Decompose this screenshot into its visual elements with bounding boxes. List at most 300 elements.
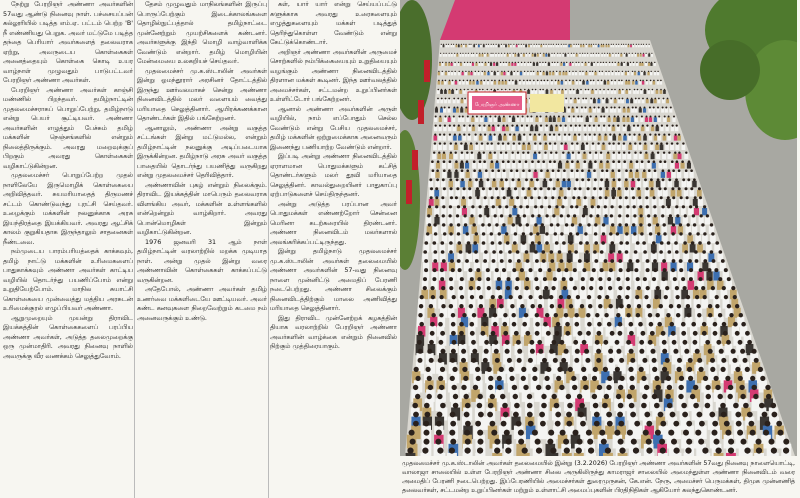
person-head bbox=[485, 116, 487, 118]
person-head bbox=[600, 152, 602, 154]
person-figure bbox=[516, 117, 519, 122]
person-head bbox=[477, 430, 483, 436]
person-head bbox=[476, 53, 477, 54]
person-head bbox=[576, 295, 580, 299]
person-figure bbox=[460, 154, 464, 160]
person-head bbox=[649, 134, 651, 136]
person-head bbox=[576, 107, 578, 109]
person-head bbox=[559, 89, 561, 91]
person-head bbox=[609, 134, 611, 136]
person-figure bbox=[440, 54, 442, 57]
person-head bbox=[473, 80, 475, 82]
person-head bbox=[690, 394, 695, 399]
person-figure bbox=[454, 54, 456, 57]
person-head bbox=[582, 71, 583, 72]
person-head bbox=[473, 169, 476, 172]
person-head bbox=[587, 187, 590, 190]
person-head bbox=[587, 295, 591, 299]
person-head bbox=[516, 44, 517, 45]
person-figure bbox=[648, 54, 650, 57]
article-paragraph: நேற்று பேரறிஞர் அண்ணா அவர்களின் 57வது ஆண்டு நினைவு நாள். பச்சையப்பன் கல்லூரியில் படித்த எம்.ஏ. பட்டம் பெற்ற 'B' நீ எண்ணியது பெறுக. அவர் மட்டுமே படித்த தந்தை பெரியார் அவர்களைத் தலைவராக ஏற்று, அவருடைய கொள்கைகள் அனைத்தையும் கொள்கை கொடி உயர வாழ்நாள் முழுவதும் பாடுபட்டவர் பேரறிஞர் அண்ணா அவர்கள். bbox=[3, 0, 133, 84]
person-head bbox=[643, 169, 646, 172]
person-figure bbox=[657, 135, 661, 140]
person-head bbox=[626, 313, 630, 317]
person-head bbox=[491, 53, 492, 54]
person-figure bbox=[515, 126, 518, 131]
person-head bbox=[716, 448, 722, 454]
person-head bbox=[583, 44, 584, 45]
person-head bbox=[623, 116, 625, 118]
person-head bbox=[413, 385, 418, 390]
person-figure bbox=[483, 45, 485, 48]
person-head bbox=[477, 448, 483, 454]
person-figure bbox=[455, 81, 458, 85]
person-figure bbox=[492, 126, 495, 131]
person-figure bbox=[442, 172, 446, 178]
person-figure bbox=[602, 108, 605, 112]
person-head bbox=[476, 89, 478, 91]
person-head bbox=[716, 340, 721, 345]
person-head bbox=[708, 268, 712, 272]
person-figure bbox=[628, 81, 631, 85]
person-head bbox=[471, 340, 476, 345]
person-head bbox=[557, 62, 558, 63]
person-head bbox=[721, 259, 725, 263]
person-figure bbox=[502, 172, 506, 178]
person-head bbox=[437, 394, 442, 399]
person-figure bbox=[599, 154, 603, 160]
person-head bbox=[594, 178, 597, 181]
person-figure bbox=[524, 163, 528, 169]
person-head bbox=[543, 71, 544, 72]
person-head bbox=[663, 98, 665, 100]
person-head bbox=[683, 241, 687, 245]
person-figure bbox=[647, 90, 650, 94]
person-head bbox=[606, 62, 607, 63]
person-head bbox=[475, 232, 478, 235]
person-figure bbox=[598, 199, 603, 206]
person-head bbox=[423, 421, 429, 427]
person-figure bbox=[493, 63, 495, 66]
person-head bbox=[508, 259, 512, 263]
person-figure bbox=[624, 181, 629, 188]
person-figure bbox=[572, 81, 575, 85]
person-figure bbox=[612, 154, 616, 160]
person-figure bbox=[469, 63, 471, 66]
person-head bbox=[615, 340, 620, 345]
person-head bbox=[590, 116, 592, 118]
person-head bbox=[524, 89, 526, 91]
person-figure bbox=[572, 117, 575, 122]
person-head bbox=[648, 89, 650, 91]
person-head bbox=[521, 367, 526, 372]
person-head bbox=[534, 169, 537, 172]
person-figure bbox=[627, 63, 629, 66]
person-head bbox=[568, 134, 570, 136]
person-figure bbox=[484, 117, 487, 122]
person-head bbox=[690, 169, 693, 172]
person-figure bbox=[647, 172, 651, 178]
person-figure bbox=[490, 45, 492, 48]
person-figure bbox=[705, 217, 710, 225]
person-figure bbox=[448, 72, 450, 75]
person-figure bbox=[460, 145, 464, 151]
person-head bbox=[458, 44, 459, 45]
person-figure bbox=[575, 63, 577, 66]
person-head bbox=[637, 304, 641, 308]
person-figure bbox=[440, 90, 443, 94]
person-head bbox=[478, 44, 479, 45]
person-head bbox=[627, 304, 631, 308]
person-head bbox=[563, 439, 569, 445]
person-head bbox=[492, 53, 493, 54]
person-figure bbox=[508, 135, 512, 140]
person-head bbox=[673, 421, 679, 427]
person-head bbox=[684, 349, 689, 354]
person-head bbox=[637, 89, 639, 91]
person-head bbox=[486, 268, 490, 272]
person-figure bbox=[631, 181, 636, 188]
person-head bbox=[437, 412, 443, 418]
person-head bbox=[675, 178, 678, 181]
person-head bbox=[502, 160, 505, 163]
person-head bbox=[651, 349, 656, 354]
person-head bbox=[728, 394, 733, 399]
person-figure bbox=[529, 81, 532, 85]
person-figure bbox=[508, 217, 513, 225]
person-head bbox=[557, 169, 560, 172]
person-figure bbox=[638, 72, 640, 75]
person-head bbox=[558, 116, 560, 118]
person-head bbox=[633, 44, 634, 45]
person-figure bbox=[693, 262, 699, 271]
person-head bbox=[634, 250, 638, 254]
person-figure bbox=[668, 217, 673, 225]
person-head bbox=[513, 134, 515, 136]
person-head bbox=[629, 322, 634, 327]
person-figure bbox=[491, 72, 493, 75]
person-head bbox=[624, 134, 626, 136]
person-head bbox=[664, 295, 668, 299]
person-head bbox=[544, 134, 546, 136]
person-head bbox=[664, 187, 667, 190]
person-head bbox=[509, 89, 511, 91]
person-head bbox=[521, 53, 522, 54]
person-head bbox=[681, 403, 687, 409]
person-head bbox=[505, 44, 506, 45]
person-figure bbox=[511, 126, 514, 131]
person-head bbox=[556, 71, 557, 72]
person-figure bbox=[480, 45, 482, 48]
person-head bbox=[697, 412, 703, 418]
person-head bbox=[612, 142, 614, 144]
person-head bbox=[514, 403, 520, 409]
person-head bbox=[573, 214, 576, 217]
person-figure bbox=[684, 154, 688, 160]
person-head bbox=[667, 385, 672, 390]
person-head bbox=[585, 259, 589, 263]
person-head bbox=[541, 80, 543, 82]
person-head bbox=[546, 331, 551, 336]
person-head bbox=[465, 439, 471, 445]
person-head bbox=[654, 376, 659, 381]
person-head bbox=[575, 349, 580, 354]
person-head bbox=[495, 268, 499, 272]
person-figure bbox=[517, 72, 519, 75]
person-figure bbox=[643, 135, 647, 140]
person-head bbox=[545, 62, 546, 63]
person-figure bbox=[470, 208, 475, 215]
person-figure bbox=[659, 199, 664, 206]
person-figure bbox=[640, 117, 643, 122]
person-figure bbox=[460, 181, 465, 188]
person-figure bbox=[494, 117, 497, 122]
person-head bbox=[599, 89, 601, 91]
person-figure bbox=[472, 163, 476, 169]
person-head bbox=[693, 340, 698, 345]
person-figure bbox=[461, 99, 464, 103]
person-head bbox=[637, 187, 640, 190]
person-figure bbox=[617, 63, 619, 66]
person-figure bbox=[675, 317, 682, 327]
person-head bbox=[462, 71, 463, 72]
person-head bbox=[660, 196, 663, 199]
person-figure bbox=[628, 45, 630, 48]
person-head bbox=[505, 152, 507, 154]
person-head bbox=[627, 98, 629, 100]
person-head bbox=[571, 160, 574, 163]
person-figure bbox=[460, 172, 464, 178]
person-head bbox=[499, 134, 501, 136]
person-head bbox=[660, 448, 666, 454]
person-head bbox=[597, 385, 602, 390]
person-head bbox=[616, 232, 619, 235]
person-figure bbox=[612, 145, 616, 151]
person-head bbox=[618, 286, 622, 290]
person-figure bbox=[527, 190, 532, 197]
person-head bbox=[599, 286, 603, 290]
person-figure bbox=[670, 145, 674, 151]
person-figure bbox=[605, 172, 609, 178]
person-head bbox=[529, 53, 530, 54]
person-head bbox=[501, 53, 502, 54]
person-head bbox=[627, 62, 628, 63]
person-head bbox=[459, 134, 461, 136]
person-head bbox=[552, 169, 555, 172]
person-head bbox=[550, 259, 554, 263]
person-head bbox=[693, 385, 698, 390]
person-head bbox=[503, 62, 504, 63]
person-head bbox=[651, 62, 652, 63]
person-figure bbox=[481, 72, 483, 75]
person-figure bbox=[488, 154, 492, 160]
person-head bbox=[469, 286, 473, 290]
person-head bbox=[633, 232, 636, 235]
person-head bbox=[451, 322, 456, 327]
person-head bbox=[466, 160, 469, 163]
person-head bbox=[652, 367, 657, 372]
person-figure bbox=[593, 108, 596, 112]
person-head bbox=[463, 80, 465, 82]
person-head bbox=[503, 116, 505, 118]
person-head bbox=[501, 89, 503, 91]
person-figure bbox=[498, 135, 502, 140]
person-head bbox=[701, 286, 705, 290]
person-figure bbox=[462, 190, 467, 197]
person-head bbox=[557, 53, 558, 54]
person-figure bbox=[561, 81, 564, 85]
person-figure bbox=[544, 145, 548, 151]
person-figure bbox=[608, 72, 610, 75]
person-figure bbox=[466, 172, 470, 178]
person-head bbox=[713, 322, 718, 327]
person-head bbox=[478, 412, 484, 418]
person-figure bbox=[441, 208, 446, 215]
person-head bbox=[539, 142, 541, 144]
person-figure bbox=[462, 208, 467, 215]
person-head bbox=[433, 259, 437, 263]
person-figure bbox=[653, 172, 657, 178]
person-head bbox=[646, 44, 647, 45]
person-figure bbox=[440, 199, 445, 206]
person-head bbox=[603, 89, 605, 91]
person-head bbox=[724, 268, 728, 272]
person-figure bbox=[518, 208, 523, 215]
person-figure bbox=[635, 163, 639, 169]
person-figure bbox=[617, 181, 622, 188]
person-head bbox=[470, 295, 474, 299]
person-head bbox=[562, 277, 566, 281]
person-head bbox=[629, 89, 631, 91]
person-figure bbox=[476, 81, 479, 85]
person-figure bbox=[589, 117, 592, 122]
person-head bbox=[494, 116, 496, 118]
person-figure bbox=[576, 199, 581, 206]
person-figure bbox=[617, 172, 621, 178]
person-head bbox=[459, 71, 460, 72]
person-head bbox=[529, 134, 531, 136]
person-head bbox=[542, 62, 543, 63]
person-figure bbox=[548, 135, 552, 140]
person-figure bbox=[554, 208, 559, 215]
person-figure bbox=[615, 45, 617, 48]
person-head bbox=[442, 205, 445, 208]
person-head bbox=[492, 205, 495, 208]
person-head bbox=[573, 286, 577, 290]
person-head bbox=[526, 53, 527, 54]
person-figure bbox=[448, 163, 452, 169]
person-figure bbox=[530, 117, 533, 122]
article-paragraph: நம்முடைய பாரம்பரியத்தைக் காக்கவும், தமிழ் நாட்டு மக்களின் உரிமைகளைப் பாதுகாக்கவும் அண்ணா அவர்கள் காட்டிய வழியில் தொடர்ந்து பயணிப்போம் என்று உறுதியேற்போம். மாநில சுயாட்சி கொள்கையை முன்வைத்து மத்திய அரசுடன் உரிமைக்குரல் எழுப்பியவர் அண்ணா. bbox=[3, 247, 133, 312]
person-figure bbox=[682, 181, 687, 188]
person-head bbox=[575, 71, 576, 72]
person-head bbox=[419, 322, 424, 327]
person-head bbox=[612, 62, 613, 63]
person-head bbox=[597, 322, 602, 327]
person-head bbox=[522, 448, 528, 454]
person-head bbox=[606, 160, 609, 163]
person-figure bbox=[663, 90, 666, 94]
person-figure bbox=[486, 145, 490, 151]
person-head bbox=[592, 394, 597, 399]
person-head bbox=[685, 187, 688, 190]
person-head bbox=[543, 53, 544, 54]
person-head bbox=[527, 403, 533, 409]
person-head bbox=[578, 259, 582, 263]
person-head bbox=[516, 89, 518, 91]
person-head bbox=[427, 349, 432, 354]
person-figure bbox=[612, 181, 617, 188]
person-head bbox=[506, 125, 508, 127]
person-figure bbox=[676, 145, 680, 151]
person-head bbox=[713, 331, 718, 336]
person-head bbox=[442, 259, 446, 263]
person-head bbox=[534, 142, 536, 144]
person-head bbox=[575, 322, 580, 327]
person-figure bbox=[639, 81, 642, 85]
person-head bbox=[618, 142, 620, 144]
person-head bbox=[431, 295, 435, 299]
person-figure bbox=[603, 117, 606, 122]
person-head bbox=[657, 178, 660, 181]
person-figure bbox=[489, 117, 492, 122]
person-head bbox=[683, 340, 688, 345]
person-head bbox=[555, 331, 560, 336]
person-figure bbox=[620, 54, 622, 57]
person-head bbox=[679, 259, 683, 263]
person-figure bbox=[657, 99, 660, 103]
person-head bbox=[510, 169, 513, 172]
person-head bbox=[498, 241, 502, 245]
person-figure bbox=[625, 72, 627, 75]
person-head bbox=[505, 205, 508, 208]
person-figure bbox=[675, 163, 679, 169]
person-figure bbox=[565, 81, 568, 85]
person-head bbox=[691, 322, 696, 327]
person-head bbox=[613, 44, 614, 45]
person-figure bbox=[551, 81, 554, 85]
person-head bbox=[772, 412, 778, 418]
person-figure bbox=[463, 90, 466, 94]
person-head bbox=[460, 277, 464, 281]
person-figure bbox=[692, 226, 697, 234]
person-head bbox=[584, 349, 589, 354]
person-figure bbox=[543, 54, 545, 57]
person-head bbox=[452, 80, 454, 82]
person-figure bbox=[526, 154, 530, 160]
person-head bbox=[534, 205, 537, 208]
person-figure bbox=[593, 63, 595, 66]
person-head bbox=[532, 89, 534, 91]
person-head bbox=[526, 259, 530, 263]
person-head bbox=[479, 160, 482, 163]
person-head bbox=[610, 214, 613, 217]
person-head bbox=[586, 313, 590, 317]
person-figure bbox=[684, 172, 688, 178]
person-head bbox=[656, 385, 661, 390]
person-head bbox=[487, 53, 488, 54]
person-head bbox=[537, 53, 538, 54]
person-head bbox=[714, 376, 719, 381]
person-figure bbox=[565, 99, 568, 103]
person-head bbox=[445, 80, 447, 82]
person-head bbox=[514, 187, 517, 190]
person-head bbox=[487, 89, 489, 91]
person-head bbox=[484, 250, 488, 254]
person-figure bbox=[512, 54, 514, 57]
person-head bbox=[441, 196, 444, 199]
person-head bbox=[592, 89, 594, 91]
